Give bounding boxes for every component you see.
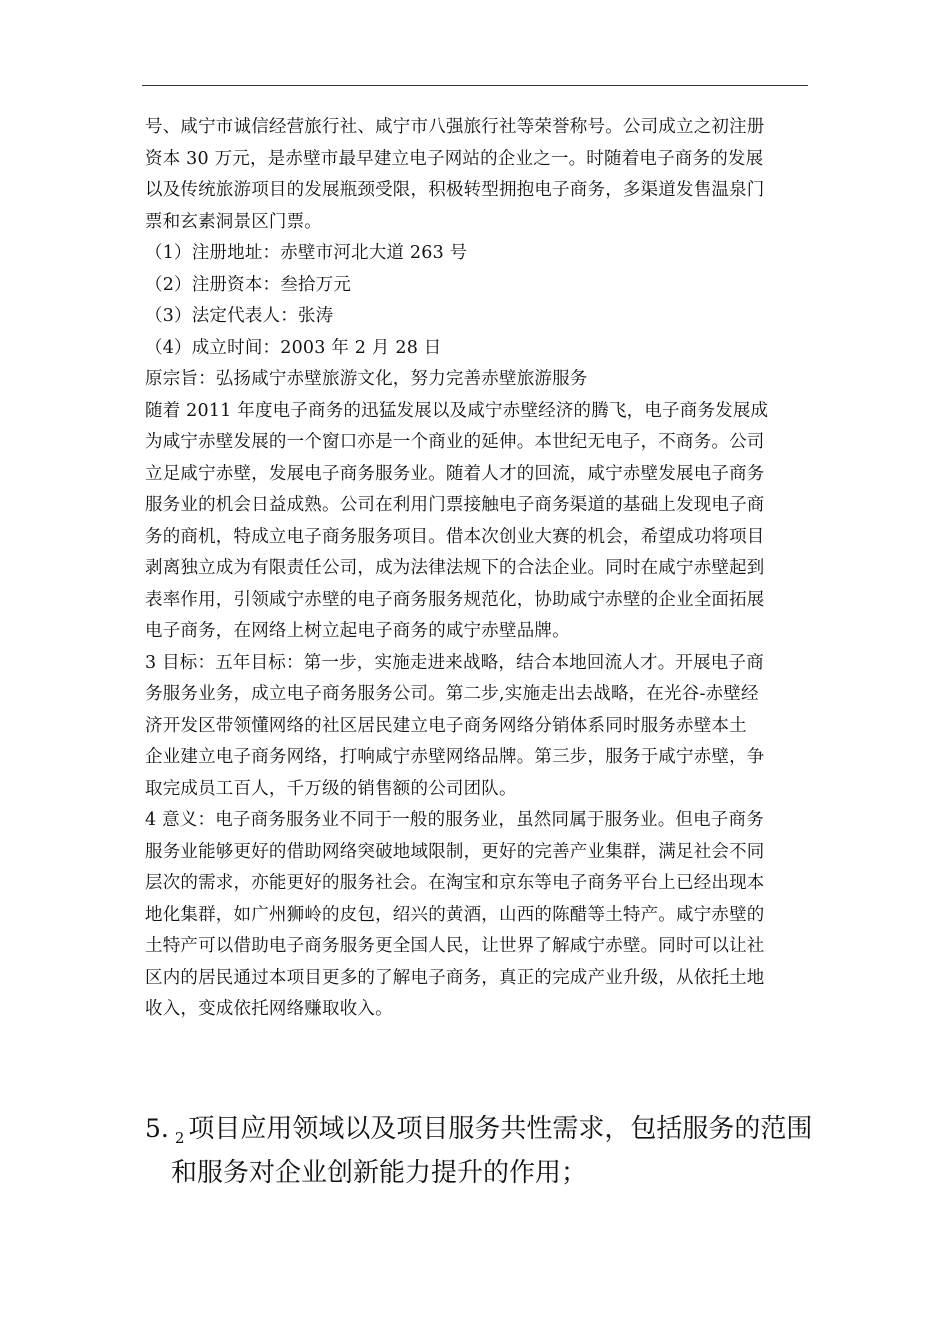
text-line: 立足咸宁赤壁，发展电子商务服务业。随着人才的回流，咸宁赤壁发展电子商务 <box>145 463 765 484</box>
text-line: 服务业能够更好的借助网络突破地域限制，更好的完善产业集群，满足社会不同 <box>145 841 765 862</box>
heading-subscript: 2 <box>174 1129 185 1147</box>
heading-line-2: 和服务对企业创新能力提升的作用； <box>171 1158 588 1188</box>
heading-text: 项目应用领域以及项目服务共性需求，包括服务的范围 <box>188 1114 813 1144</box>
text-line: 以及传统旅游项目的发展瓶颈受限，积极转型拥抱电子商务，多渠道发售温泉门 <box>145 180 765 200</box>
text-line: 资本 30 万元，是赤壁市最早建立电子网站的企业之一。时随着电子商务的发展 <box>145 148 764 169</box>
text-line: 电子商务，在网络上树立起电子商务的咸宁赤壁品牌。 <box>145 621 570 641</box>
section-heading <box>145 1106 825 1196</box>
heading-number: 5. <box>145 1114 169 1143</box>
text-line: 为咸宁赤壁发展的一个窗口亦是一个商业的延伸。本世纪无电子，不商务。公司 <box>145 432 765 452</box>
text-line: 收入，变成依托网络赚取收入。 <box>145 999 393 1019</box>
text-line: 区内的居民通过本项目更多的了解电子商务，真正的完成产业升级，从依托土地 <box>145 967 765 988</box>
text-line: 号、咸宁市诚信经营旅行社、咸宁市八强旅行社等荣誉称号。公司成立之初注册 <box>145 117 765 137</box>
body-text <box>145 112 813 1026</box>
text-line: 原宗旨：弘扬咸宁赤壁旅游文化，努力完善赤壁旅游服务 <box>145 369 588 389</box>
text-line: （3）法定代表人：张涛 <box>145 306 334 326</box>
text-line: 务的商机，特成立电子商务服务项目。借本次创业大赛的机会，希望成功将项目 <box>145 526 765 547</box>
text-line: 土特产可以借助电子商务服务更全国人民，让世界了解咸宁赤壁。同时可以让社 <box>145 936 765 956</box>
text-line: 票和玄素洞景区门票。 <box>145 211 322 232</box>
text-line: 层次的需求，亦能更好的服务社会。在淘宝和京东等电子商务平台上已经出现本 <box>145 873 765 893</box>
text-line: 取完成员工百人，千万级的销售额的公司团队。 <box>145 778 517 799</box>
text-line: 3 目标：五年目标：第一步，实施走进来战略，结合本地回流人才。开展电子商 <box>145 652 764 673</box>
text-line: （1）注册地址：赤壁市河北大道 263 号 <box>145 243 468 263</box>
heading-line-1 <box>145 1106 825 1151</box>
text-line: 服务业的机会日益成熟。公司在利用门票接触电子商务渠道的基础上发现电子商 <box>145 495 765 515</box>
text-line: 务服务业务，成立电子商务服务公司。第二步,实施走出去战略，在光谷-赤壁经 <box>145 684 759 704</box>
text-line: 济开发区带领懂网络的社区居民建立电子商务网络分销体系同时服务赤壁本土 <box>145 715 747 736</box>
header-rule <box>142 85 808 86</box>
text-line: 企业建立电子商务网络，打响咸宁赤壁网络品牌。第三步，服务于咸宁赤壁，争 <box>145 747 765 767</box>
text-line: 剥离独立成为有限责任公司，成为法律法规下的合法企业。同时在咸宁赤壁起到 <box>145 558 765 578</box>
text-line: 4 意义：电子商务服务业不同于一般的服务业，虽然同属于服务业。但电子商务 <box>145 810 764 830</box>
text-line: （2）注册资本：叁拾万元 <box>145 274 352 295</box>
text-line: 随着 2011 年度电子商务的迅猛发展以及咸宁赤壁经济的腾飞，电子商务发展成 <box>145 400 769 421</box>
text-line: （4）成立时间：2003 年 2 月 28 日 <box>145 337 442 358</box>
text-line: 表率作用，引领咸宁赤壁的电子商务服务规范化，协助咸宁赤壁的企业全面拓展 <box>145 589 765 610</box>
text-line: 地化集群，如广州狮岭的皮包，绍兴的黄酒，山西的陈醋等土特产。咸宁赤壁的 <box>145 904 765 925</box>
